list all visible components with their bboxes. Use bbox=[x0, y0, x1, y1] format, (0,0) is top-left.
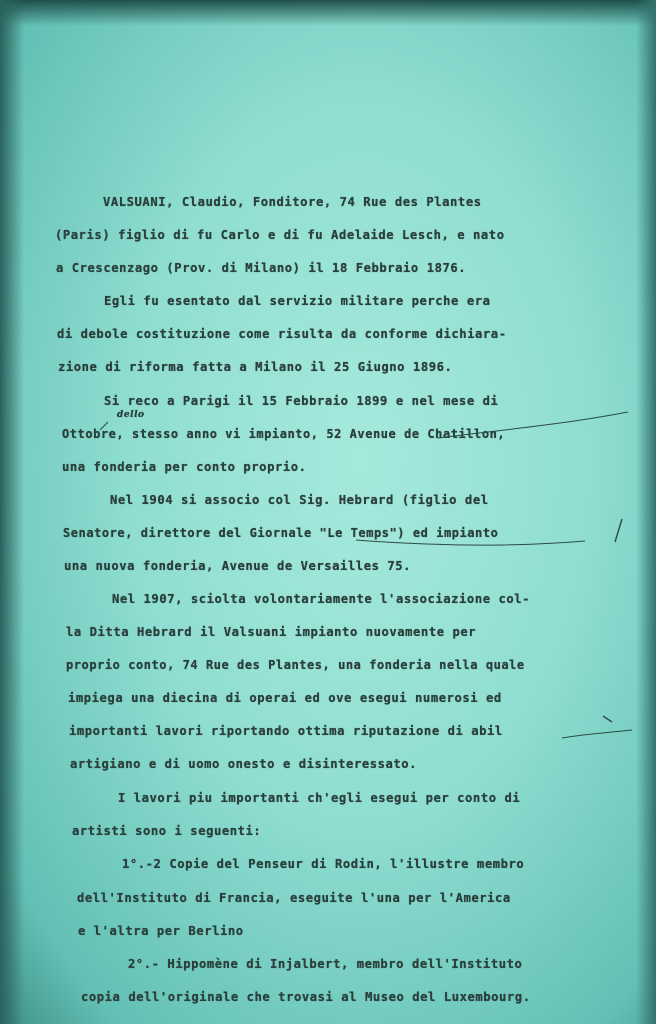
pen-stroke bbox=[562, 730, 632, 738]
pen-stroke bbox=[356, 540, 585, 545]
pen-stroke bbox=[100, 422, 108, 430]
text-line: la Ditta Hebrard il Valsuani impianto nuovamente per bbox=[66, 625, 477, 639]
pen-stroke bbox=[615, 519, 622, 542]
text-line: (Paris) figlio di fu Carlo e di fu Adelaide Lesch, e nato bbox=[55, 228, 505, 242]
text-line: 1°.-2 Copie del Penseur di Rodin, l'illustre membro bbox=[122, 857, 525, 871]
text-line: I lavori piu importanti ch'egli esegui per conto di bbox=[118, 791, 521, 805]
text-line: una fonderia per conto proprio. bbox=[62, 460, 307, 474]
text-line: Si reco a Parigi il 15 Febbraio 1899 e nel mese di bbox=[104, 394, 499, 408]
text-line: a Crescenzago (Prov. di Milano) il 18 Febbraio 1876. bbox=[56, 261, 467, 275]
text-line: proprio conto, 74 Rue des Plantes, una fonderia nella quale bbox=[66, 658, 525, 672]
text-line: artisti sono i seguenti: bbox=[72, 824, 262, 838]
text-line: zione di riforma fatta a Milano il 25 Giugno 1896. bbox=[58, 360, 453, 374]
text-line: Egli fu esentato dal servizio militare perche era bbox=[104, 294, 491, 308]
text-line: e l'altra per Berlino bbox=[78, 924, 244, 938]
text-line: copia dell'originale che trovasi al Museo del Luxembourg. bbox=[81, 990, 531, 1004]
text-line: 2°.- Hippomène di Injalbert, membro dell'Instituto bbox=[128, 957, 523, 971]
pen-stroke bbox=[603, 716, 612, 722]
text-line: una nuova fonderia, Avenue de Versailles 75. bbox=[64, 559, 412, 573]
text-line: Ottobre, stesso anno vi impianto, 52 Avenue de Chatillon, bbox=[62, 427, 506, 441]
text-line: Senatore, direttore del Giornale "Le Temps") ed impianto bbox=[63, 526, 499, 540]
text-line: impiega una diecina di operai ed ove esegui numerosi ed bbox=[68, 691, 502, 705]
text-line: importanti lavori riportando ottima riputazione di abil bbox=[69, 724, 503, 738]
text-line: Nel 1904 si associo col Sig. Hebrard (figlio del bbox=[110, 493, 489, 507]
handwritten-insert: dello bbox=[117, 410, 145, 420]
text-line: di debole costituzione come risulta da conforme dichiara- bbox=[57, 327, 507, 341]
pen-stroke bbox=[438, 412, 628, 438]
text-line: dell'Instituto di Francia, eseguite l'una per l'America bbox=[77, 891, 511, 905]
text-line: artigiano e di uomo onesto e disinteressato. bbox=[70, 757, 418, 771]
text-line: VALSUANI, Claudio, Fonditore, 74 Rue des Plantes bbox=[103, 195, 482, 209]
text-line: Nel 1907, sciolta volontariamente l'associazione col- bbox=[112, 592, 531, 606]
